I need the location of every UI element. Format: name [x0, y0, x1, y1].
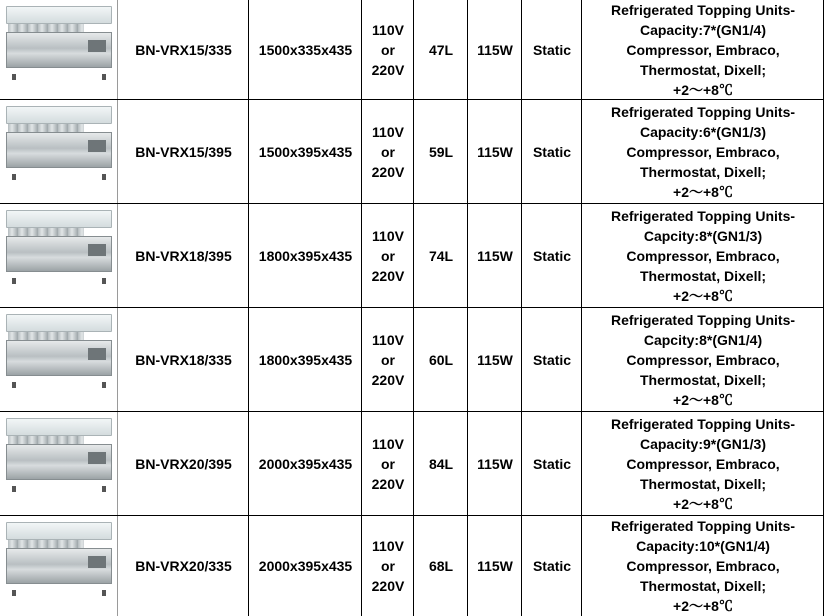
- spec-line: Capacity:9*(GN1/3): [639, 436, 767, 452]
- power-cell: 115W: [477, 558, 513, 574]
- power-cell: 115W: [477, 144, 513, 160]
- voltage-line: 220V: [371, 164, 405, 180]
- spec-line: +2～+8℃: [673, 184, 733, 200]
- cooling-type-cell: Static: [532, 558, 572, 574]
- cooling-type-cell: Static: [532, 144, 572, 160]
- voltage-line: or: [381, 352, 395, 368]
- spec-line: Capcity:8*(GN1/3): [643, 228, 763, 244]
- specs-cell: [582, 0, 824, 100]
- spec-line: +2～+8℃: [673, 82, 733, 98]
- dimension-cell: 1500x335x435: [258, 42, 353, 58]
- dimension-cell: 2000x395x435: [258, 558, 353, 574]
- voltage-line: 110V: [372, 436, 404, 452]
- spec-line: Compressor, Embraco,: [626, 248, 780, 264]
- voltage-line: 220V: [371, 62, 405, 78]
- volume-cell: 84L: [428, 456, 454, 472]
- product-image: [0, 0, 118, 100]
- power-cell: 115W: [477, 248, 513, 264]
- table-row: [0, 204, 824, 308]
- voltage-line: or: [381, 456, 395, 472]
- spec-line: Capacity:7*(GN1/4): [639, 22, 767, 38]
- spec-line: Refrigerated Topping Units-: [610, 2, 796, 18]
- spec-line: Capcity:8*(GN1/4): [643, 332, 763, 348]
- volume-cell: 47L: [428, 42, 454, 58]
- product-image: [0, 308, 118, 412]
- specs-cell: [582, 204, 824, 308]
- spec-line: Thermostat, Dixell;: [639, 62, 767, 78]
- specs-cell: [582, 412, 824, 516]
- power-cell: 115W: [477, 42, 513, 58]
- product-image: [0, 412, 118, 516]
- model-cell: BN-VRX18/395: [135, 248, 232, 264]
- volume-cell: 68L: [428, 558, 454, 574]
- column-divider: [361, 0, 362, 616]
- spec-line: +2～+8℃: [673, 496, 733, 512]
- product-image: [0, 204, 118, 308]
- dimension-cell: 1500x395x435: [258, 144, 353, 160]
- row-divider: [0, 203, 824, 204]
- column-divider: [413, 0, 414, 616]
- table-row: [0, 516, 824, 616]
- specs-cell: [582, 100, 824, 204]
- spec-line: Refrigerated Topping Units-: [610, 312, 796, 328]
- spec-line: Thermostat, Dixell;: [639, 268, 767, 284]
- column-divider: [581, 0, 582, 616]
- voltage-line: 220V: [371, 476, 405, 492]
- voltage-cell: [362, 0, 414, 100]
- column-divider: [117, 0, 118, 616]
- cooling-type-cell: Static: [532, 456, 572, 472]
- column-divider: [521, 0, 522, 616]
- specs-cell: [582, 516, 824, 616]
- voltage-line: or: [381, 42, 395, 58]
- voltage-cell: [362, 516, 414, 616]
- model-cell: BN-VRX15/335: [135, 42, 232, 58]
- cooling-type-cell: Static: [532, 248, 572, 264]
- dimension-cell: 1800x395x435: [258, 248, 353, 264]
- voltage-line: or: [381, 144, 395, 160]
- spec-line: Compressor, Embraco,: [626, 558, 780, 574]
- spec-line: +2～+8℃: [673, 598, 733, 614]
- voltage-line: 110V: [372, 22, 404, 38]
- voltage-line: 220V: [371, 578, 405, 594]
- voltage-line: or: [381, 248, 395, 264]
- column-divider: [467, 0, 468, 616]
- model-cell: BN-VRX20/395: [135, 456, 232, 472]
- voltage-line: 220V: [371, 372, 405, 388]
- power-cell: 115W: [477, 352, 513, 368]
- spec-line: Compressor, Embraco,: [626, 456, 780, 472]
- model-cell: BN-VRX18/335: [135, 352, 232, 368]
- spec-line: Refrigerated Topping Units-: [610, 104, 796, 120]
- voltage-cell: [362, 308, 414, 412]
- spec-line: Capacity:10*(GN1/4): [636, 538, 770, 554]
- volume-cell: 60L: [428, 352, 454, 368]
- spec-line: +2～+8℃: [673, 392, 733, 408]
- model-cell: BN-VRX20/335: [135, 558, 232, 574]
- volume-cell: 59L: [428, 144, 454, 160]
- spec-line: Thermostat, Dixell;: [639, 578, 767, 594]
- voltage-line: 110V: [372, 538, 404, 554]
- volume-cell: 74L: [428, 248, 454, 264]
- spec-line: Thermostat, Dixell;: [639, 476, 767, 492]
- row-divider: [0, 411, 824, 412]
- voltage-cell: [362, 412, 414, 516]
- row-divider: [0, 99, 824, 100]
- cooling-type-cell: Static: [532, 42, 572, 58]
- product-image: [0, 100, 118, 204]
- spec-line: +2～+8℃: [673, 288, 733, 304]
- voltage-cell: [362, 100, 414, 204]
- row-divider: [0, 307, 824, 308]
- row-divider: [0, 515, 824, 516]
- product-image: [0, 516, 118, 616]
- table-row: [0, 0, 824, 100]
- dimension-cell: 1800x395x435: [258, 352, 353, 368]
- model-cell: BN-VRX15/395: [135, 144, 232, 160]
- cooling-type-cell: Static: [532, 352, 572, 368]
- voltage-line: 220V: [371, 268, 405, 284]
- table-row: [0, 308, 824, 412]
- voltage-line: 110V: [372, 228, 404, 244]
- voltage-cell: [362, 204, 414, 308]
- spec-line: Refrigerated Topping Units-: [610, 518, 796, 534]
- specs-cell: [582, 308, 824, 412]
- power-cell: 115W: [477, 456, 513, 472]
- table-row: [0, 100, 824, 204]
- spec-line: Compressor, Embraco,: [626, 42, 780, 58]
- voltage-line: 110V: [372, 124, 404, 140]
- voltage-line: 110V: [372, 332, 404, 348]
- spec-line: Thermostat, Dixell;: [639, 164, 767, 180]
- spec-line: Thermostat, Dixell;: [639, 372, 767, 388]
- spec-line: Compressor, Embraco,: [626, 352, 780, 368]
- spec-line: Capacity:6*(GN1/3): [639, 124, 767, 140]
- spec-line: Compressor, Embraco,: [626, 144, 780, 160]
- column-divider: [248, 0, 249, 616]
- voltage-line: or: [381, 558, 395, 574]
- dimension-cell: 2000x395x435: [258, 456, 353, 472]
- spec-line: Refrigerated Topping Units-: [610, 208, 796, 224]
- spec-line: Refrigerated Topping Units-: [610, 416, 796, 432]
- table-row: [0, 412, 824, 516]
